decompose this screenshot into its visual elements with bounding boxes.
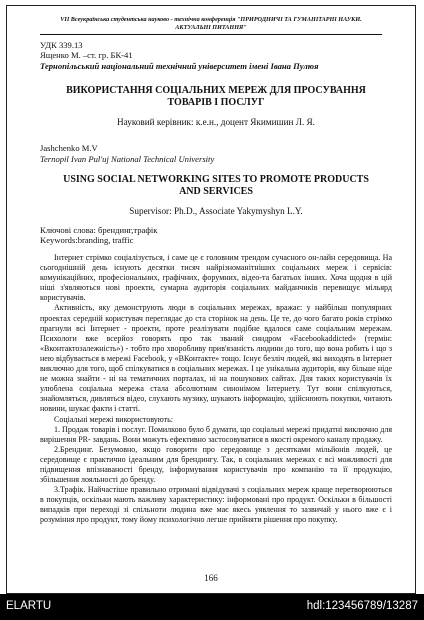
supervisor-en: Supervisor: Ph.D., Associate Yakymyshyn L.Y. bbox=[129, 206, 303, 216]
author-en: Jashchenko M.V bbox=[40, 143, 98, 153]
keywords-ua: Ключові слова: брендинг,трафік bbox=[40, 225, 158, 235]
paragraph-sales: 1. Продаж товарів і послуг. Помилково було б думати, що соціальні мережі придатні виключно для вирішення PR- завдань. Вони можуть ефективно застосовуватися в якості окремого каналу продажу. bbox=[40, 424, 392, 444]
paragraph-intro: Інтернет стрімко соціалізується, і саме це є головним трендом сучасного он-лайн середовища. На сьогоднішній день існують десятки тисяч найрізноманітніших соціальних мереж і сервісів: комунікаційних, професіональних, графічних, форумних, відео-та багатьох інших. Хоча щодня в цій ніші з'являються нові проекти, сумарна аудиторія соціальних майданчиків перевищує мільярд користувачів. bbox=[40, 253, 392, 303]
article-body bbox=[40, 253, 392, 526]
affiliation-en: Ternopil Ivan Pul'uj National Technical University bbox=[40, 154, 215, 164]
title-ua-line-1: ВИКОРИСТАННЯ СОЦІАЛЬНИХ МЕРЕЖ ДЛЯ ПРОСУВАННЯ bbox=[66, 85, 366, 96]
paragraph-activity: Активність, яку демонструють люди в соціальних мережах, вражає: у найбільш популярних проектах середній користувач переглядає до ста сторінок на день. Це те, до чого багато років стрімко прагнули всі Інтернет - проекти, проте реалізувати подібне вдалося саме соціальним мережам. Психологи вже всерйоз говорять про так званий синдром «Facebookaddicted» (термін: «Вконтактозалежність») - тобто про хворобливу прив'язаність людини до того, що вона робить і що з нею відбувається в мережі Facebook, у «ВКонтакте» тощо. Існує безліч людей, які виходять в Інтернет виключно для того, щоб спілкуватися в соціальних мережах. І це унікальна аудиторія, яку більше ніде не можна знайти - ні на тематичних порталах, ні на пошукових сайтах. Для таких користувачів їх улюблена соціальна мережа стала абсолютним синонімом Інтернету. Тут вони спілкуються, знайомляться, дивляться відео, слухають музику, шукають інформацію, здійснюють покупки, читають новини, шукає факти і статті. bbox=[40, 303, 392, 414]
title-ua-line-2: ТОВАРІВ І ПОСЛУГ bbox=[167, 97, 265, 108]
title-ua bbox=[40, 85, 392, 109]
handle-identifier: hdl:123456789/13287 bbox=[306, 600, 418, 612]
title-en-line-2: AND SERVICES bbox=[179, 186, 253, 197]
author-ua: Ященко М. –ст. гр. БК-41 bbox=[40, 50, 133, 60]
conference-header bbox=[7, 16, 415, 31]
document-page bbox=[6, 5, 416, 594]
supervisor-ua: Науковий керівник: к.е.н., доцент Якимишин Л. Я. bbox=[117, 117, 315, 127]
paragraph-branding: 2.Брендинг. Безумовно, якщо говорити про середовище з десятками мільйонів людей, це середовище є практично ідеальним для брендингу. Так, в соціальних мережах є всі можливості для підвищення впізнаваності бренду, інформування користувачів про компанію та її продукцію, збільшення лояльності до бренду. bbox=[40, 444, 392, 485]
title-en-line-1: USING SOCIAL NETWORKING SITES TO PROMOTE PRODUCTS bbox=[63, 174, 369, 185]
paragraph-traffic: 3.Трафік. Найчастіше правильно отримані відвідувачі з соціальних мереж краще перетворюються в покупців, оскільки мають важливу характеристику: інформовані про продукт. Оскільки в більшості випадків при переході зі спільноти людина вже має якесь уявлення то зазвичай у нього вже є і розуміння про продукт, тому йому психологічно легше прийняти рішення про покупку. bbox=[40, 485, 392, 525]
conference-line-1: VII Всеукраїнська студентська науково - технічна конференція "ПРИРОДНИЧІ ТА ГУМАНІТАРНІ НАУКИ. bbox=[60, 16, 362, 23]
udc-code: УДК 339.13 bbox=[40, 40, 83, 50]
affiliation-ua: Тернопільський національний технічний університет імені Івана Пулюя bbox=[40, 61, 319, 71]
repository-name: ELARTU bbox=[6, 600, 52, 612]
paragraph-uses-heading: Соціальні мережі використовують: bbox=[54, 414, 174, 424]
header-divider bbox=[40, 34, 382, 35]
page-number: 166 bbox=[204, 573, 218, 583]
repository-footer-bar bbox=[0, 594, 424, 620]
keywords-en: Keywords:branding, traffic bbox=[40, 235, 134, 245]
title-en bbox=[40, 174, 392, 198]
conference-line-2: АКТУАЛЬНІ ПИТАННЯ" bbox=[175, 23, 247, 31]
